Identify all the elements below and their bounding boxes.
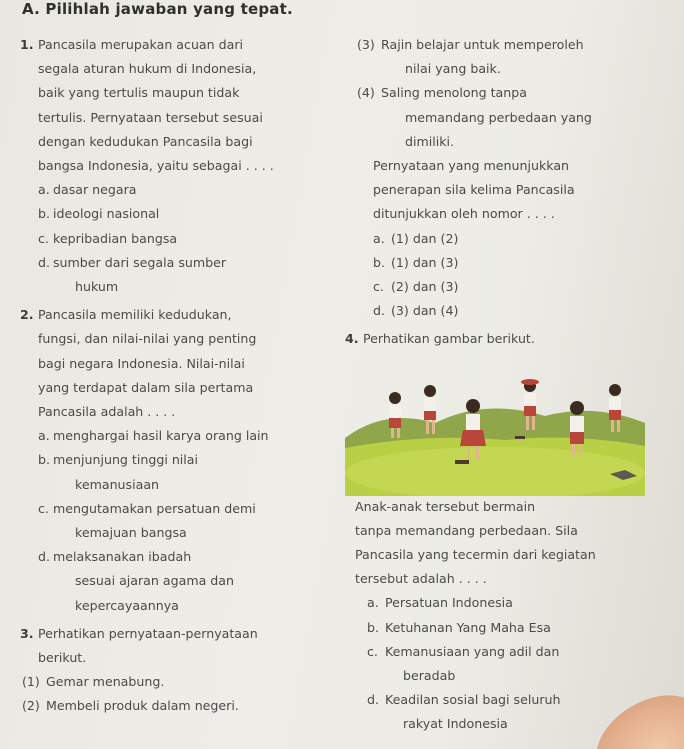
option-continuation: sesuai ajaran agama dan [75, 573, 234, 589]
shoe [515, 436, 525, 439]
option-letter: d. [38, 549, 50, 565]
answer-option-b[interactable] [355, 251, 675, 275]
option-letter: c. [373, 279, 384, 295]
question-text-line: bagi negara Indonesia. Nilai-nilai [38, 355, 245, 371]
question-intro: Perhatikan gambar berikut. [363, 331, 535, 347]
statement-text: Saling menolong tanpa [381, 85, 527, 101]
option-continuation: rakyat Indonesia [403, 716, 508, 732]
option-text: dasar negara [53, 182, 137, 198]
statement-text: Rajin belajar untuk memperoleh [381, 37, 584, 52]
option-text: (1) dan (2) [391, 230, 459, 246]
statement-2 [20, 694, 340, 718]
question-number: 1. [20, 37, 34, 52]
question-text-line: berikut. [38, 650, 87, 666]
answer-option-d[interactable] [20, 545, 340, 569]
question-text-line: Pancasila merupakan acuan dari [38, 37, 244, 52]
shoe [455, 460, 469, 464]
statement-continuation: memandang perbedaan yang [405, 109, 592, 125]
question-text-line: fungsi, dan nilai-nilai yang penting [38, 331, 257, 347]
statement-text: Gemar menabung. [46, 674, 165, 690]
statement-4 [355, 81, 675, 105]
answer-option-b[interactable] [355, 616, 675, 640]
option-continuation: kemanusiaan [75, 476, 160, 492]
question-number: 2. [20, 307, 34, 323]
answer-option-c[interactable] [355, 640, 675, 664]
answer-option-d[interactable] [355, 299, 675, 323]
question-text-line: Pancasila yang tecermin dari kegiatan [355, 547, 596, 563]
answer-option-a[interactable] [20, 178, 340, 202]
question-text-line: baik yang tertulis maupun tidak [38, 85, 240, 101]
option-continuation: kepercayaannya [75, 597, 179, 613]
left-column [20, 33, 340, 719]
question-text-line: Perhatikan pernyataan-pernyataan [38, 625, 258, 641]
option-text: (2) dan (3) [391, 279, 459, 295]
option-text: kepribadian bangsa [53, 230, 178, 246]
option-continuation: kemajuan bangsa [75, 525, 187, 541]
question-text-line: Pernyataan yang menunjukkan [373, 158, 570, 174]
option-continuation: hukum [75, 279, 119, 295]
children-playing-illustration [345, 378, 645, 496]
option-letter: b. [38, 452, 50, 468]
option-letter: a. [367, 595, 379, 611]
answer-option-b[interactable] [20, 202, 340, 226]
option-text: Kemanusiaan yang adil dan [385, 643, 560, 659]
answer-option-a[interactable] [355, 591, 675, 615]
statement-label: (1) [22, 674, 40, 690]
question-text-line: dengan kedudukan Pancasila bagi [38, 133, 253, 149]
answer-option-c[interactable] [20, 497, 340, 521]
statement-1 [20, 670, 340, 694]
option-text: menjunjung tinggi nilai [53, 452, 199, 468]
statement-continuation: dimiliki. [405, 133, 455, 149]
option-continuation: beradab [403, 668, 456, 684]
answer-option-a[interactable] [20, 424, 340, 448]
option-letter: d. [367, 692, 379, 708]
statement-label: (2) [22, 698, 40, 714]
option-text: mengutamakan persatuan demi [53, 500, 256, 516]
option-letter: d. [373, 303, 385, 319]
question-2 [20, 303, 340, 424]
question-text-line: tertulis. Pernyataan tersebut sesuai [38, 109, 263, 125]
question-text-line: penerapan sila kelima Pancasila [373, 182, 575, 198]
answer-option-b[interactable] [20, 448, 340, 472]
option-letter: c. [367, 643, 378, 659]
question-text-line: Anak-anak tersebut bermain [355, 498, 536, 514]
question-text-line: segala aturan hukum di Indonesia, [38, 61, 257, 77]
question-number: 3. [20, 625, 34, 641]
option-text: Keadilan sosial bagi seluruh [385, 692, 561, 708]
question-text-line: ditunjukkan oleh nomor . . . . [373, 206, 555, 222]
question-4 [345, 327, 675, 351]
option-text: melaksanakan ibadah [53, 549, 192, 565]
option-letter: d. [38, 254, 50, 270]
question-text-line: bangsa Indonesia, yaitu sebagai . . . . [38, 158, 274, 174]
question-3 [20, 622, 340, 670]
statement-continuation: nilai yang baik. [405, 61, 501, 77]
option-letter: c. [38, 230, 49, 246]
answer-option-a[interactable] [355, 227, 675, 251]
answer-option-c[interactable] [355, 275, 675, 299]
section-heading: A. Pilihlah jawaban yang tepat. [22, 0, 293, 18]
question-number: 4. [345, 331, 359, 347]
statement-text: Membeli produk dalam negeri. [46, 698, 239, 714]
option-letter: c. [38, 500, 49, 516]
option-letter: b. [367, 619, 379, 635]
option-letter: a. [373, 230, 385, 246]
option-text: menghargai hasil karya orang lain [53, 428, 269, 444]
question-text-line: tanpa memandang perbedaan. Sila [355, 522, 578, 538]
option-text: sumber dari segala sumber [53, 254, 227, 270]
option-letter: a. [38, 182, 50, 198]
statement-label: (3) [357, 37, 375, 52]
option-letter: b. [38, 206, 50, 222]
question-text-line: yang terdapat dalam sila pertama [38, 379, 254, 395]
option-text: ideologi nasional [53, 206, 160, 222]
option-text: Persatuan Indonesia [385, 595, 513, 611]
question-text-line: Pancasila adalah . . . . [38, 404, 176, 420]
option-letter: b. [373, 254, 385, 270]
question-text-line: tersebut adalah . . . . [355, 571, 487, 587]
answer-option-c[interactable] [20, 227, 340, 251]
option-text: Ketuhanan Yang Maha Esa [385, 619, 551, 635]
option-text: (1) dan (3) [391, 254, 459, 270]
question-text-line: Pancasila memiliki kedudukan, [38, 307, 232, 323]
statement-3 [355, 33, 675, 57]
question-1 [20, 33, 340, 178]
statement-label: (4) [357, 85, 375, 101]
option-text: (3) dan (4) [391, 303, 459, 319]
option-letter: a. [38, 428, 50, 444]
answer-option-d[interactable] [20, 251, 340, 275]
